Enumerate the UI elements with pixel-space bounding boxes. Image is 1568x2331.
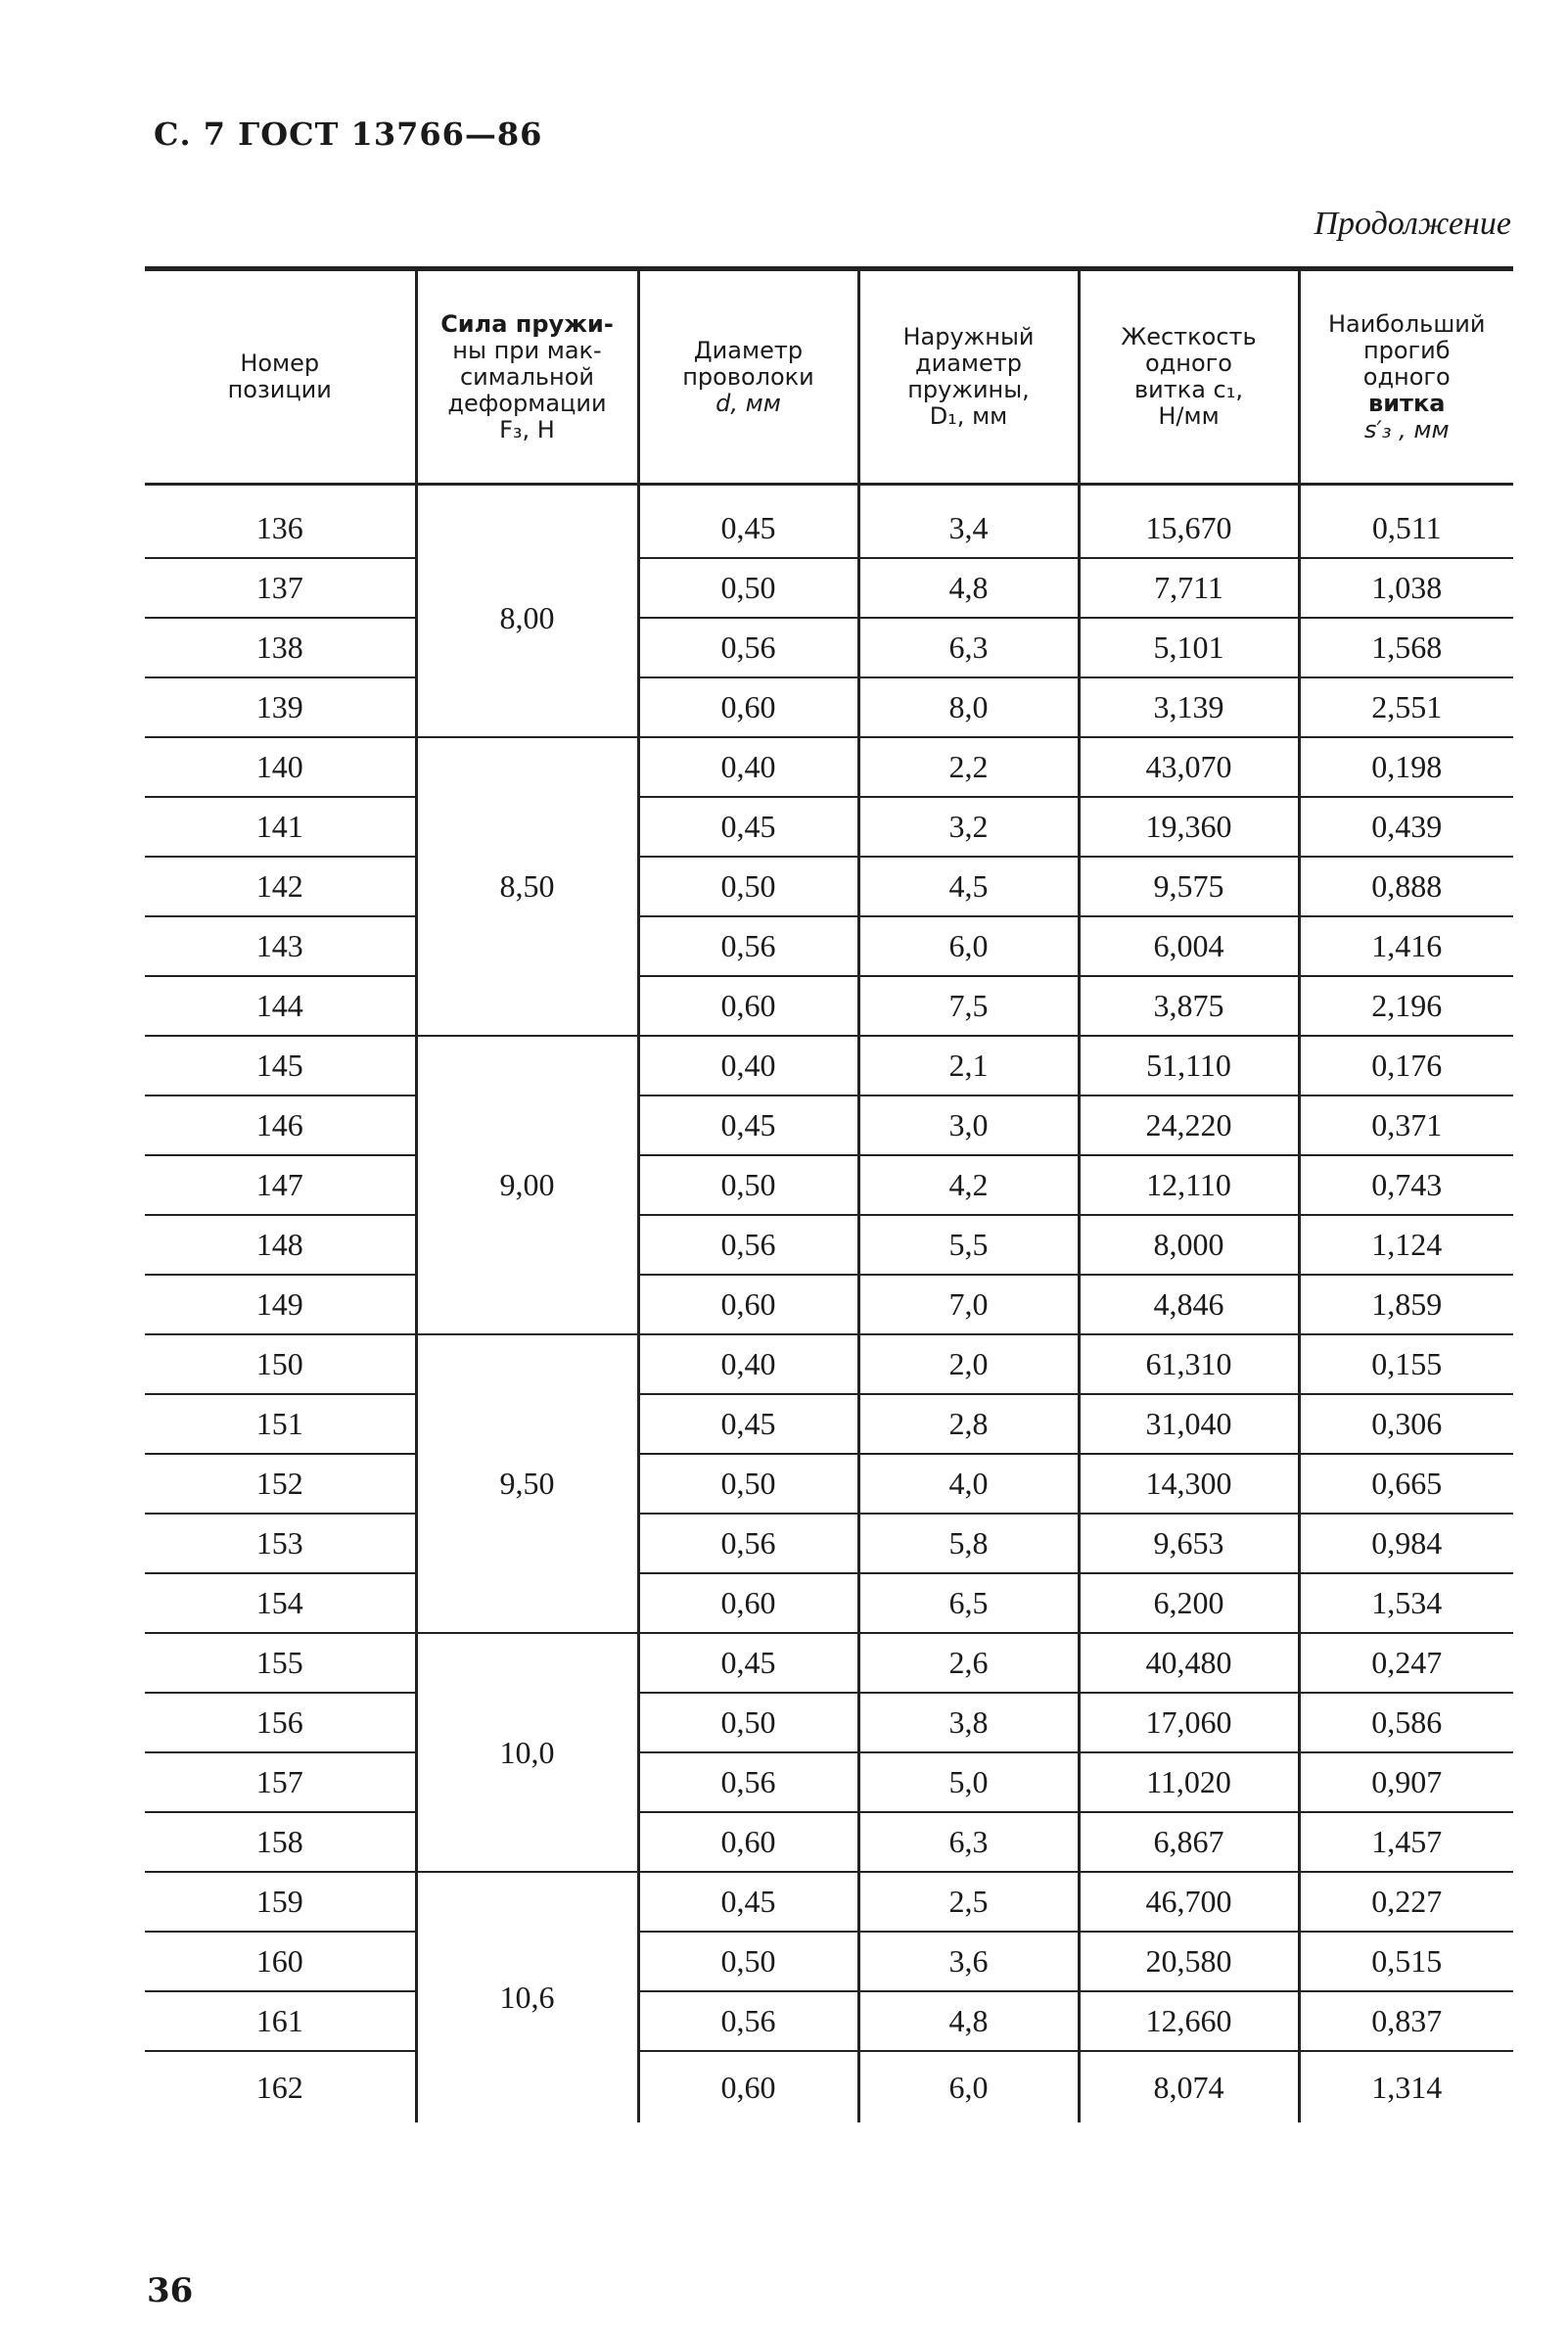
cell-stiffness: 6,867 bbox=[1079, 1812, 1299, 1872]
cell-wire-diameter: 0,45 bbox=[638, 797, 858, 857]
cell-outer-diameter: 6,3 bbox=[858, 1812, 1079, 1872]
cell-position: 153 bbox=[145, 1514, 416, 1573]
cell-position: 152 bbox=[145, 1454, 416, 1514]
cell-stiffness: 40,480 bbox=[1079, 1633, 1299, 1693]
cell-wire-diameter: 0,56 bbox=[638, 916, 858, 976]
table-row bbox=[145, 2051, 1513, 2122]
cell-position: 137 bbox=[145, 558, 416, 618]
table-row bbox=[145, 1812, 1513, 1872]
cell-outer-diameter: 3,6 bbox=[858, 1932, 1079, 1991]
cell-wire-diameter: 0,60 bbox=[638, 1573, 858, 1633]
table-row bbox=[145, 797, 1513, 857]
cell-force: 8,00 bbox=[416, 499, 638, 737]
cell-outer-diameter: 2,2 bbox=[858, 737, 1079, 797]
table-row bbox=[145, 1633, 1513, 1693]
header-force-line: деформации bbox=[447, 389, 607, 417]
header-outer-diameter-line: диаметр bbox=[915, 350, 1022, 377]
cell-deflection: 0,176 bbox=[1299, 1036, 1513, 1096]
table-row bbox=[145, 677, 1513, 737]
header-position-line: позиции bbox=[227, 376, 332, 403]
cell-wire-diameter: 0,60 bbox=[638, 976, 858, 1036]
cell-outer-diameter: 4,8 bbox=[858, 1991, 1079, 2051]
cell-stiffness: 3,139 bbox=[1079, 677, 1299, 737]
header-force bbox=[416, 269, 638, 485]
table-row bbox=[145, 737, 1513, 797]
cell-outer-diameter: 7,5 bbox=[858, 976, 1079, 1036]
cell-outer-diameter: 3,4 bbox=[858, 499, 1079, 558]
cell-stiffness: 43,070 bbox=[1079, 737, 1299, 797]
cell-outer-diameter: 5,8 bbox=[858, 1514, 1079, 1573]
cell-position: 145 bbox=[145, 1036, 416, 1096]
cell-outer-diameter: 5,0 bbox=[858, 1752, 1079, 1812]
cell-deflection: 0,888 bbox=[1299, 857, 1513, 916]
cell-position: 139 bbox=[145, 677, 416, 737]
cell-position: 150 bbox=[145, 1334, 416, 1394]
cell-stiffness: 7,711 bbox=[1079, 558, 1299, 618]
cell-position: 144 bbox=[145, 976, 416, 1036]
cell-position: 140 bbox=[145, 737, 416, 797]
cell-outer-diameter: 3,8 bbox=[858, 1693, 1079, 1752]
cell-deflection: 0,743 bbox=[1299, 1155, 1513, 1215]
cell-position: 160 bbox=[145, 1932, 416, 1991]
cell-wire-diameter: 0,45 bbox=[638, 1096, 858, 1155]
cell-wire-diameter: 0,56 bbox=[638, 1752, 858, 1812]
cell-wire-diameter: 0,60 bbox=[638, 1275, 858, 1334]
cell-deflection: 1,416 bbox=[1299, 916, 1513, 976]
cell-wire-diameter: 0,45 bbox=[638, 1394, 858, 1454]
cell-stiffness: 19,360 bbox=[1079, 797, 1299, 857]
cell-position: 149 bbox=[145, 1275, 416, 1334]
cell-outer-diameter: 3,0 bbox=[858, 1096, 1079, 1155]
header-outer-diameter-line: D₁, мм bbox=[929, 402, 1008, 430]
cell-deflection: 0,907 bbox=[1299, 1752, 1513, 1812]
header-wire-diameter-line: Диаметр bbox=[693, 336, 804, 364]
cell-stiffness: 51,110 bbox=[1079, 1036, 1299, 1096]
cell-outer-diameter: 2,8 bbox=[858, 1394, 1079, 1454]
cell-wire-diameter: 0,50 bbox=[638, 857, 858, 916]
cell-wire-diameter: 0,50 bbox=[638, 1932, 858, 1991]
cell-stiffness: 4,846 bbox=[1079, 1275, 1299, 1334]
cell-stiffness: 3,875 bbox=[1079, 976, 1299, 1036]
cell-wire-diameter: 0,56 bbox=[638, 1991, 858, 2051]
cell-outer-diameter: 2,0 bbox=[858, 1334, 1079, 1394]
cell-deflection: 0,247 bbox=[1299, 1633, 1513, 1693]
table-row bbox=[145, 1991, 1513, 2051]
cell-wire-diameter: 0,50 bbox=[638, 1693, 858, 1752]
cell-stiffness: 8,000 bbox=[1079, 1215, 1299, 1275]
cell-wire-diameter: 0,40 bbox=[638, 737, 858, 797]
cell-wire-diameter: 0,45 bbox=[638, 499, 858, 558]
page-number: 36 bbox=[147, 2271, 194, 2310]
cell-wire-diameter: 0,56 bbox=[638, 618, 858, 677]
header-wire-diameter bbox=[638, 269, 858, 485]
table-row bbox=[145, 1275, 1513, 1334]
header-force-line: F₃, Н bbox=[499, 415, 555, 443]
cell-deflection: 1,534 bbox=[1299, 1573, 1513, 1633]
cell-force: 9,00 bbox=[416, 1036, 638, 1334]
header-outer-diameter-line: Наружный bbox=[902, 323, 1035, 350]
header-position-line: Номер bbox=[240, 350, 320, 377]
cell-position: 136 bbox=[145, 499, 416, 558]
cell-stiffness: 9,575 bbox=[1079, 857, 1299, 916]
cell-position: 162 bbox=[255, 2069, 303, 2105]
cell-stiffness: 20,580 bbox=[1079, 1932, 1299, 1991]
cell-stiffness: 15,670 bbox=[1079, 499, 1299, 558]
table-row bbox=[145, 1394, 1513, 1454]
cell-wire-diameter: 0,56 bbox=[638, 1215, 858, 1275]
table-row bbox=[145, 1514, 1513, 1573]
cell-outer-diameter: 6,0 bbox=[858, 2051, 1079, 2122]
cell-deflection: 0,665 bbox=[1299, 1454, 1513, 1514]
cell-stiffness: 11,020 bbox=[1079, 1752, 1299, 1812]
table-row bbox=[145, 857, 1513, 916]
cell-position: 147 bbox=[145, 1155, 416, 1215]
spring-table bbox=[145, 266, 1513, 2122]
cell-force: 10,6 bbox=[416, 1872, 638, 2122]
header-deflection-line: прогиб bbox=[1362, 336, 1451, 364]
cell-wire-diameter: 0,40 bbox=[638, 1334, 858, 1394]
cell-outer-diameter: 2,1 bbox=[858, 1036, 1079, 1096]
cell-outer-diameter: 6,3 bbox=[858, 618, 1079, 677]
cell-position: 154 bbox=[145, 1573, 416, 1633]
table-row bbox=[145, 499, 1513, 558]
cell-stiffness: 12,110 bbox=[1079, 1155, 1299, 1215]
cell-position: 151 bbox=[145, 1394, 416, 1454]
table-row bbox=[145, 1752, 1513, 1812]
cell-deflection: 0,511 bbox=[1299, 499, 1513, 558]
cell-deflection: 0,227 bbox=[1299, 1872, 1513, 1932]
cell-outer-diameter: 8,0 bbox=[858, 677, 1079, 737]
cell-outer-diameter: 2,6 bbox=[858, 1633, 1079, 1693]
header-stiffness-line: одного bbox=[1145, 350, 1232, 377]
table-row bbox=[145, 1693, 1513, 1752]
cell-force: 8,50 bbox=[416, 737, 638, 1036]
header-position bbox=[145, 269, 416, 485]
header-deflection-line: одного bbox=[1362, 362, 1451, 391]
cell-wire-diameter: 0,60 bbox=[638, 677, 858, 737]
table-row bbox=[145, 1036, 1513, 1096]
cell-position: 141 bbox=[145, 797, 416, 857]
table-row bbox=[145, 1932, 1513, 1991]
cell-position: 158 bbox=[145, 1812, 416, 1872]
header-stiffness-line: Н/мм bbox=[1158, 402, 1220, 430]
cell-deflection: 1,038 bbox=[1299, 558, 1513, 618]
cell-deflection: 2,196 bbox=[1299, 976, 1513, 1036]
cell-stiffness: 6,004 bbox=[1079, 916, 1299, 976]
cell-deflection: 1,124 bbox=[1299, 1215, 1513, 1275]
cell-deflection: 0,439 bbox=[1299, 797, 1513, 857]
cell-stiffness: 31,040 bbox=[1079, 1394, 1299, 1454]
header-deflection-line: витка bbox=[1368, 389, 1446, 417]
cell-stiffness: 17,060 bbox=[1079, 1693, 1299, 1752]
table-row bbox=[145, 558, 1513, 618]
cell-stiffness: 5,101 bbox=[1079, 618, 1299, 677]
cell-wire-diameter: 0,60 bbox=[638, 1812, 858, 1872]
header-deflection-line: s′₃ , мм bbox=[1363, 415, 1450, 443]
cell-stiffness: 12,660 bbox=[1079, 1991, 1299, 2051]
cell-outer-diameter: 6,5 bbox=[858, 1573, 1079, 1633]
table-row bbox=[145, 916, 1513, 976]
table-row bbox=[145, 976, 1513, 1036]
table-row bbox=[145, 1155, 1513, 1215]
cell-wire-diameter: 0,50 bbox=[638, 558, 858, 618]
cell-stiffness: 8,074 bbox=[1079, 2051, 1299, 2122]
cell-outer-diameter: 3,2 bbox=[858, 797, 1079, 857]
table-body bbox=[145, 499, 1513, 2122]
cell-wire-diameter: 0,45 bbox=[638, 1872, 858, 1932]
cell-stiffness: 24,220 bbox=[1079, 1096, 1299, 1155]
cell-deflection: 1,457 bbox=[1299, 1812, 1513, 1872]
cell-position: 159 bbox=[145, 1872, 416, 1932]
cell-stiffness: 14,300 bbox=[1079, 1454, 1299, 1514]
cell-wire-diameter: 0,45 bbox=[638, 1633, 858, 1693]
header-deflection bbox=[1299, 269, 1513, 485]
cell-wire-diameter: 0,50 bbox=[638, 1155, 858, 1215]
table-row bbox=[145, 1872, 1513, 1932]
cell-outer-diameter: 4,8 bbox=[858, 558, 1079, 618]
table-row bbox=[145, 1096, 1513, 1155]
cell-position: 161 bbox=[145, 1991, 416, 2051]
cell-outer-diameter: 7,0 bbox=[858, 1275, 1079, 1334]
cell-position: 156 bbox=[145, 1693, 416, 1752]
cell-deflection: 0,371 bbox=[1299, 1096, 1513, 1155]
header-deflection-line: Наибольший bbox=[1328, 309, 1486, 338]
cell-wire-diameter: 0,50 bbox=[638, 1454, 858, 1514]
cell-position: 155 bbox=[145, 1633, 416, 1693]
header-stiffness bbox=[1079, 269, 1299, 485]
cell-position: 148 bbox=[145, 1215, 416, 1275]
cell-outer-diameter: 4,5 bbox=[858, 857, 1079, 916]
header-force-line: Сила пружи- bbox=[440, 309, 614, 338]
cell-force: 10,0 bbox=[416, 1633, 638, 1872]
cell-position: 157 bbox=[145, 1752, 416, 1812]
cell-wire-diameter: 0,60 bbox=[638, 2051, 858, 2122]
cell-wire-diameter: 0,40 bbox=[638, 1036, 858, 1096]
cell-stiffness: 46,700 bbox=[1079, 1872, 1299, 1932]
cell-deflection: 0,198 bbox=[1299, 737, 1513, 797]
cell-deflection: 0,837 bbox=[1299, 1991, 1513, 2051]
cell-outer-diameter: 4,0 bbox=[858, 1454, 1079, 1514]
header-stiffness-line: витка c₁, bbox=[1134, 376, 1243, 403]
cell-deflection: 0,155 bbox=[1299, 1334, 1513, 1394]
table-row bbox=[145, 618, 1513, 677]
cell-position: 142 bbox=[145, 857, 416, 916]
table-header-row bbox=[145, 269, 1513, 485]
header-wire-diameter-line: d, мм bbox=[715, 389, 781, 417]
cell-deflection: 0,306 bbox=[1299, 1394, 1513, 1454]
cell-outer-diameter: 2,5 bbox=[858, 1872, 1079, 1932]
cell-deflection: 1,859 bbox=[1299, 1275, 1513, 1334]
cell-deflection: 0,984 bbox=[1299, 1514, 1513, 1573]
cell-deflection: 0,515 bbox=[1299, 1932, 1513, 1991]
cell-wire-diameter: 0,56 bbox=[638, 1514, 858, 1573]
cell-stiffness: 6,200 bbox=[1079, 1573, 1299, 1633]
header-wire-diameter-line: проволоки bbox=[682, 362, 814, 391]
table-row bbox=[145, 1454, 1513, 1514]
cell-stiffness: 9,653 bbox=[1079, 1514, 1299, 1573]
header-outer-diameter bbox=[858, 269, 1079, 485]
cell-position: 138 bbox=[145, 618, 416, 677]
cell-force: 9,50 bbox=[416, 1334, 638, 1633]
table-row bbox=[145, 1573, 1513, 1633]
cell-outer-diameter: 4,2 bbox=[858, 1155, 1079, 1215]
header-force-line: ны при мак- bbox=[452, 336, 602, 364]
cell-deflection: 1,568 bbox=[1299, 618, 1513, 677]
cell-position: 143 bbox=[145, 916, 416, 976]
cell-deflection: 2,551 bbox=[1299, 677, 1513, 737]
table-row bbox=[145, 1334, 1513, 1394]
header-stiffness-line: Жесткость bbox=[1121, 323, 1257, 350]
header-outer-diameter-line: пружины, bbox=[907, 376, 1030, 403]
cell-outer-diameter: 6,0 bbox=[858, 916, 1079, 976]
header-force-line: симальной bbox=[459, 362, 595, 391]
cell-deflection: 1,314 bbox=[1299, 2051, 1513, 2122]
cell-outer-diameter: 5,5 bbox=[858, 1215, 1079, 1275]
cell-position: 146 bbox=[145, 1096, 416, 1155]
page-header: С. 7 ГОСТ 13766—86 bbox=[154, 116, 543, 153]
continuation-label: Продолжение bbox=[1314, 206, 1511, 242]
table-row bbox=[145, 1215, 1513, 1275]
cell-stiffness: 61,310 bbox=[1079, 1334, 1299, 1394]
cell-deflection: 0,586 bbox=[1299, 1693, 1513, 1752]
